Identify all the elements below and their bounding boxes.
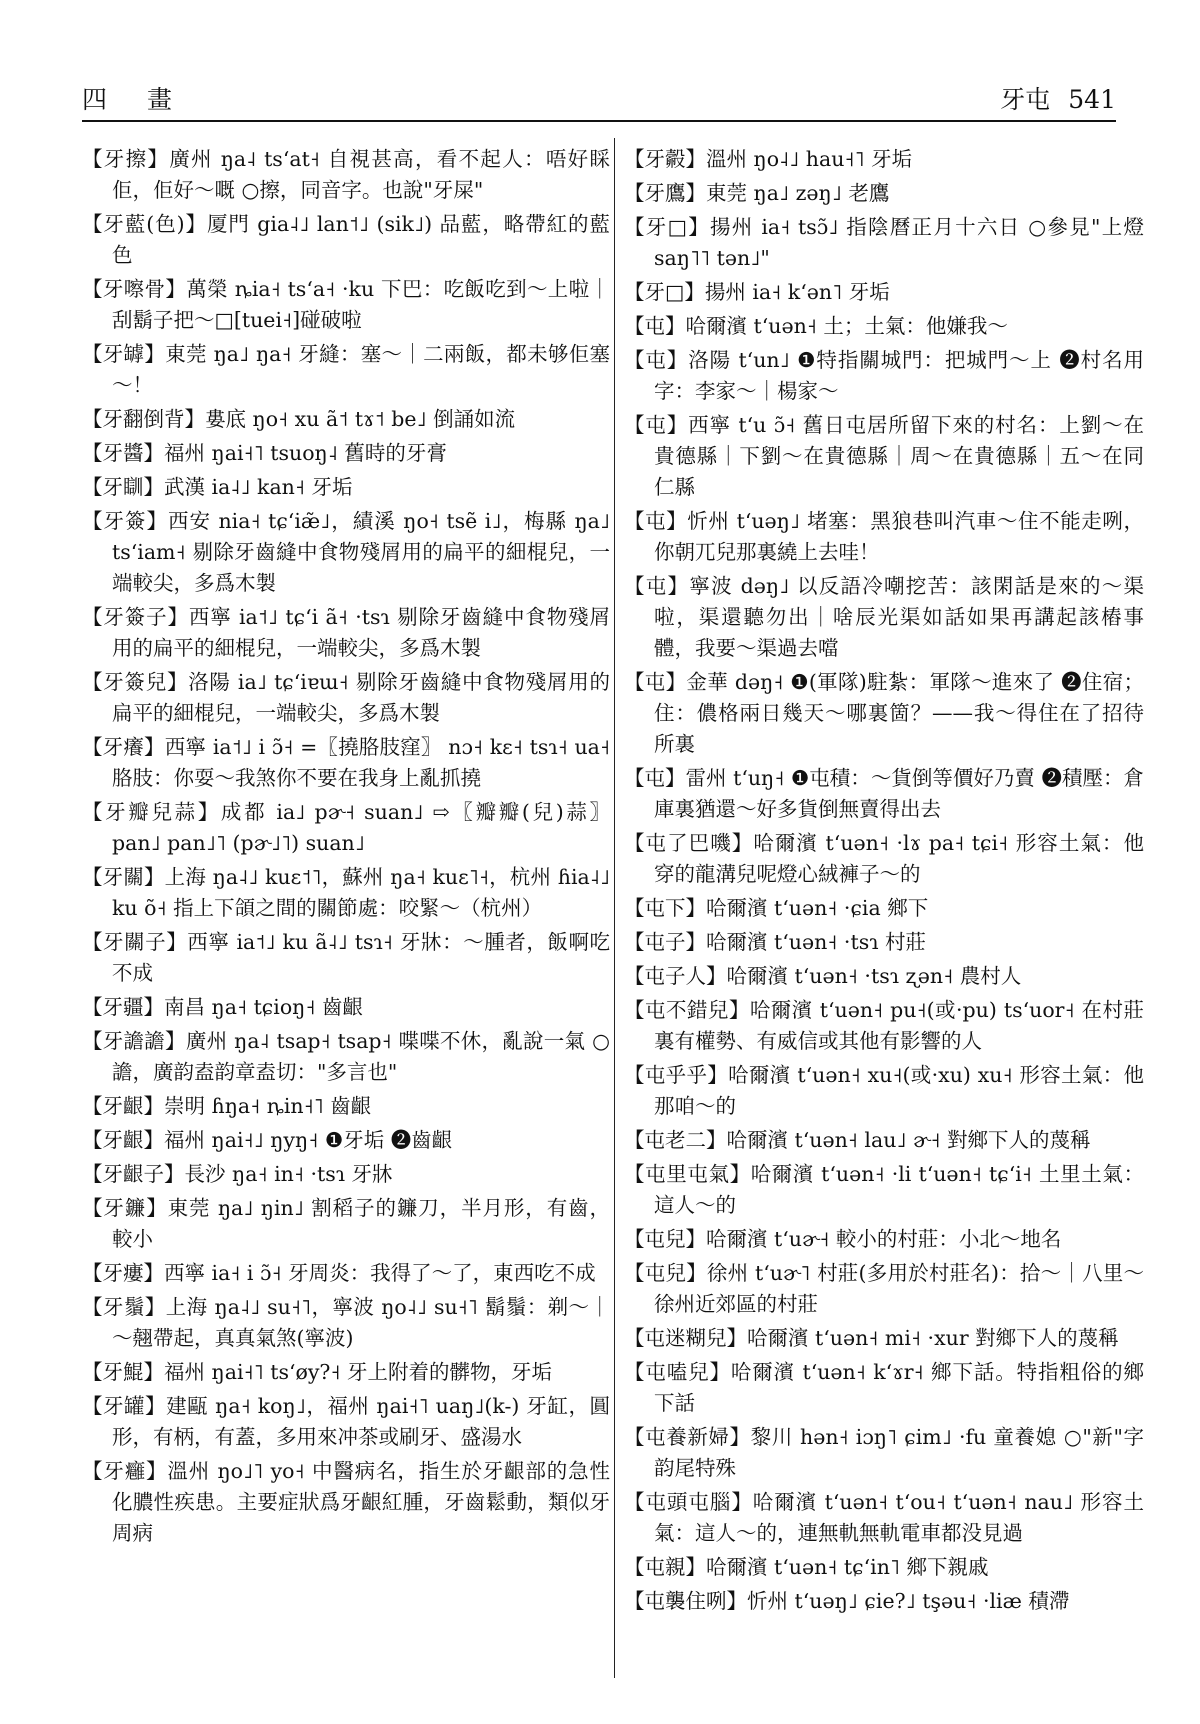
dictionary-entry: 【屯子】哈爾濱 tʻuən˧ ·tsɿ 村莊 [624, 930, 927, 954]
running-head-title: 牙屯 [1000, 85, 1051, 114]
dictionary-entry: 【牙鐮】東莞 ŋa˩ ŋin˩ 割稻子的鐮刀，半月形，有齒，較小 [82, 1196, 610, 1251]
dictionary-entry: 【屯】西寧 tʻu ɔ̃˧ 舊日屯居所留下來的村名：上劉～在貴德縣｜下劉～在貴德縣｜周～在貴德縣｜五～在同仁縣 [624, 413, 1144, 499]
dictionary-entry: 【屯襲住咧】忻州 tʻuəŋ˩ ɕie?˩ tşəu˧ ·liæ 積滯 [624, 1589, 1070, 1613]
dictionary-entry: 【屯老二】哈爾濱 tʻuən˧ lau˩ ɚ˧ 對鄉下人的蔑稱 [624, 1128, 1091, 1152]
dictionary-entry: 【屯兒】徐州 tʻuɚ˥ 村莊(多用於村莊名)：拾～｜八里～徐州近郊區的村莊 [624, 1261, 1144, 1316]
dictionary-entry: 【牙癢】西寧 ia˦˩ i ɔ̃˧ =〖撓胳肢窪〗 nɔ˧ kɛ˧ tsɿ˧ ua˧ 胳肢：你耍～我煞你不要在我身上亂抓撓 [82, 735, 610, 790]
dictionary-entry: 【牙藍(色)】厦門 gia˨˩ lan˦˩ (sik˩) 品藍，略帶紅的藍色 [82, 212, 610, 267]
dictionary-entry: 【牙簽】西安 nia˧ tɕʻiæ̃˩，績溪 ŋo˧ tsẽ i˩，梅縣 ŋa˩ tsʻiam˧ 剔除牙齒縫中食物殘屑用的扁平的細棍兒，一端較尖，多爲木製 [82, 509, 610, 595]
dictionary-entry: 【屯兒】哈爾濱 tʻuɚ˧ 較小的村莊：小北～地名 [624, 1227, 1062, 1251]
dictionary-entry: 【屯嗑兒】哈爾濱 tʻuən˧ kʻɤr˧ 鄉下話。特指粗俗的鄉下話 [624, 1360, 1144, 1415]
dictionary-entry: 【屯頭屯腦】哈爾濱 tʻuən˧ tʻou˧ tʻuən˧ nau˩ 形容土氣：這人～的，連無軌無軌電車都没見過 [624, 1490, 1144, 1545]
dictionary-entry: 【屯里屯氣】哈爾濱 tʻuən˧ ·li tʻuən˧ tɕʻi˧ 土里土氣：這人～的 [624, 1162, 1144, 1217]
dictionary-entry: 【牙瞓】武漢 ia˨˩ kan˧ 牙垢 [82, 475, 353, 499]
dictionary-entry: 【牙□】揚州 ia˧ kʻən˥ 牙垢 [624, 280, 890, 304]
dictionary-entry: 【屯】雷州 tʻuŋ˧ ❶屯積：～貨倒等價好乃賣 ❷積壓：倉庫裏猶還～好多貨倒無賣得出去 [624, 766, 1144, 821]
dictionary-entry: 【牙齦】福州 ŋai˧˩ ŋyŋ˧ ❶牙垢 ❷齒齦 [82, 1128, 453, 1152]
dictionary-entry: 【牙癰】溫州 ŋo˩˥ yo˧ 中醫病名，指生於牙齦部的急性化膿性疾患。主要症狀爲牙齦紅腫，牙齒鬆動，類似牙周病 [82, 1459, 610, 1545]
dictionary-entry: 【牙瘻】西寧 ia˧ i ɔ̃˧ 牙周炎：我得了～了，東西吃不成 [82, 1261, 596, 1285]
dictionary-entry: 【屯】金華 dəŋ˧ ❶(軍隊)駐紮：軍隊～進來了 ❷住宿；住：儂格兩日幾天～哪裏箇？——我～得住在了招待所裏 [624, 670, 1144, 756]
running-head [1000, 80, 1116, 116]
dictionary-entry: 【屯】寧波 dəŋ˩ 以反語冷嘲挖苦：該閑話是來的～渠啦，渠還聽勿出｜啥辰光渠如話如果再講起該樁事體，我要～渠過去噹 [624, 574, 1144, 660]
dictionary-entry: 【屯親】哈爾濱 tʻuən˧ tɕʻin˥ 鄉下親戚 [624, 1555, 989, 1579]
right-column [624, 144, 1144, 1620]
dictionary-entry: 【屯】洛陽 tʻun˩ ❶特指關城門：把城門～上 ❷村名用字：李家～｜楊家～ [624, 348, 1144, 403]
dictionary-entry: 【牙罐】建甌 ŋa˧ koŋ˩，福州 ŋai˧˥ uaŋ˩(k-) 牙缸，圓形，有柄，有蓋，多用來冲茶或刷牙、盛湯水 [82, 1394, 610, 1449]
dictionary-entry: 【牙嚓骨】萬榮 ȵia˧ tsʻa˧ ·ku 下巴：吃飯吃到～上啦｜刮鬍子把～□[tuei˧]碰破啦 [82, 277, 610, 332]
dictionary-entry: 【牙翻倒背】婁底 ŋo˧ xu ã˦ tɤ˦ be˩ 倒誦如流 [82, 407, 516, 431]
header-rule [82, 120, 1116, 122]
dictionary-entry: 【屯下】哈爾濱 tʻuən˧ ·ɕia 鄉下 [624, 896, 929, 920]
dictionary-entry: 【牙齦子】長沙 ŋa˧ in˧ ·tsɿ 牙牀 [82, 1162, 393, 1186]
dictionary-entry: 【牙鷹】東莞 ŋa˩ zəŋ˩ 老鷹 [624, 181, 890, 205]
dictionary-entry: 【牙譫譫】廣州 ŋa˨ tsap˧ tsap˧ 喋喋不休，亂說一氣 ○譫，廣韵盍韵章盍切："多言也" [82, 1029, 610, 1084]
dictionary-entry: 【牙齦】崇明 ɦŋa˧ ȵin˧˥ 齒齦 [82, 1094, 372, 1118]
section-title: 四 畫 [82, 85, 188, 114]
dictionary-entry: 【牙簽兒】洛陽 ia˩ tɕʻiɐɯ˧ 剔除牙齒縫中食物殘屑用的扁平的細棍兒，一端較尖，多爲木製 [82, 670, 610, 725]
dictionary-entry: 【屯不錯兒】哈爾濱 tʻuən˧ pu˧(或·pu) tsʻuor˧ 在村莊裏有權勢、有威信或其他有影響的人 [624, 998, 1144, 1053]
dictionary-entry: 【牙關子】西寧 ia˦˩ ku ã˨˩ tsɿ˧ 牙牀：～腫者，飯啊吃不成 [82, 930, 610, 985]
dictionary-entry: 【牙瓣兒蒜】成都 ia˩ pɚ˧ suan˩ ⇨〖瓣瓣(兒)蒜〗 pan˩ pan˩˥ (pɚ˩˥) suan˩ [82, 800, 610, 855]
dictionary-entry: 【屯】忻州 tʻuəŋ˩ 堵塞：黑狼巷叫汽車～住不能走咧，你朝兀兒那裏繞上去哇！ [624, 509, 1144, 564]
dictionary-entry: 【屯了巴嘰】哈爾濱 tʻuən˧ ·lɤ pa˧ tɕi˧ 形容土氣：他穿的龍溝兒呢燈心絨褲子～的 [624, 831, 1144, 886]
dictionary-entry: 【屯乎乎】哈爾濱 tʻuən˧ xu˧(或·xu) xu˧ 形容土氣：他那咱～的 [624, 1063, 1144, 1118]
dictionary-entry: 【牙關】上海 ŋa˨˩ kuɛ˦˥，蘇州 ŋa˧ kuɛ˥˧，杭州 ɦia˨˩ ku õ˧ 指上下頜之間的關節處：咬緊～（杭州） [82, 865, 610, 920]
page-number: 541 [1068, 85, 1116, 114]
dictionary-entry: 【牙簽子】西寧 ia˦˩ tɕʻi ã˧ ·tsɿ 剔除牙齒縫中食物殘屑用的扁平的細棍兒，一端較尖，多爲木製 [82, 605, 610, 660]
dictionary-entry: 【牙鯤】福州 ŋai˧˥ tsʻøy?˧ 牙上附着的髒物，牙垢 [82, 1360, 553, 1384]
dictionary-entry: 【牙㲉】溫州 ŋo˨˩ hau˧˥ 牙垢 [624, 147, 913, 171]
dictionary-entry: 【屯迷糊兒】哈爾濱 tʻuən˧ mi˧ ·xur 對鄉下人的蔑稱 [624, 1326, 1119, 1350]
dictionary-entry: 【牙鬚】上海 ŋa˨˩ su˧˥，寧波 ŋo˨˩ su˧˥ 鬍鬚：剃～｜～翹帶起，真真氣煞(寧波) [82, 1295, 610, 1350]
dictionary-entry: 【牙□】揚州 ia˧ tsɔ̃˩ 指陰曆正月十六日 ○參見"上燈 saŋ˥˥ tən˩" [624, 215, 1144, 270]
dictionary-entry: 【屯子人】哈爾濱 tʻuən˧ ·tsɿ ʐən˧ 農村人 [624, 964, 1022, 988]
dictionary-entry: 【屯養新婦】黎川 hən˧ iɔŋ˥ ɕim˩ ·fu 童養媳 ○"新"字韵尾特殊 [624, 1425, 1144, 1480]
dictionary-entry: 【屯】哈爾濱 tʻuən˧ 土；土氣：他嫌我～ [624, 314, 1008, 338]
column-divider [614, 138, 615, 1678]
dictionary-entry: 【牙疆】南昌 ŋa˧ tɕioŋ˧ 齒齦 [82, 995, 364, 1019]
dictionary-entry: 【牙醬】福州 ŋai˧˥ tsuoŋ˨ 舊時的牙膏 [82, 441, 447, 465]
dictionary-entry: 【牙擦】廣州 ŋa˨ tsʻat˧ 自視甚高，看不起人：唔好睬佢，佢好～嘅 ○擦，同音字。也說"牙屎" [82, 147, 610, 202]
left-column [82, 144, 610, 1552]
dictionary-entry: 【牙罅】東莞 ŋa˩ ŋa˧ 牙縫：塞～｜二兩飯，都未够佢塞～！ [82, 342, 610, 397]
